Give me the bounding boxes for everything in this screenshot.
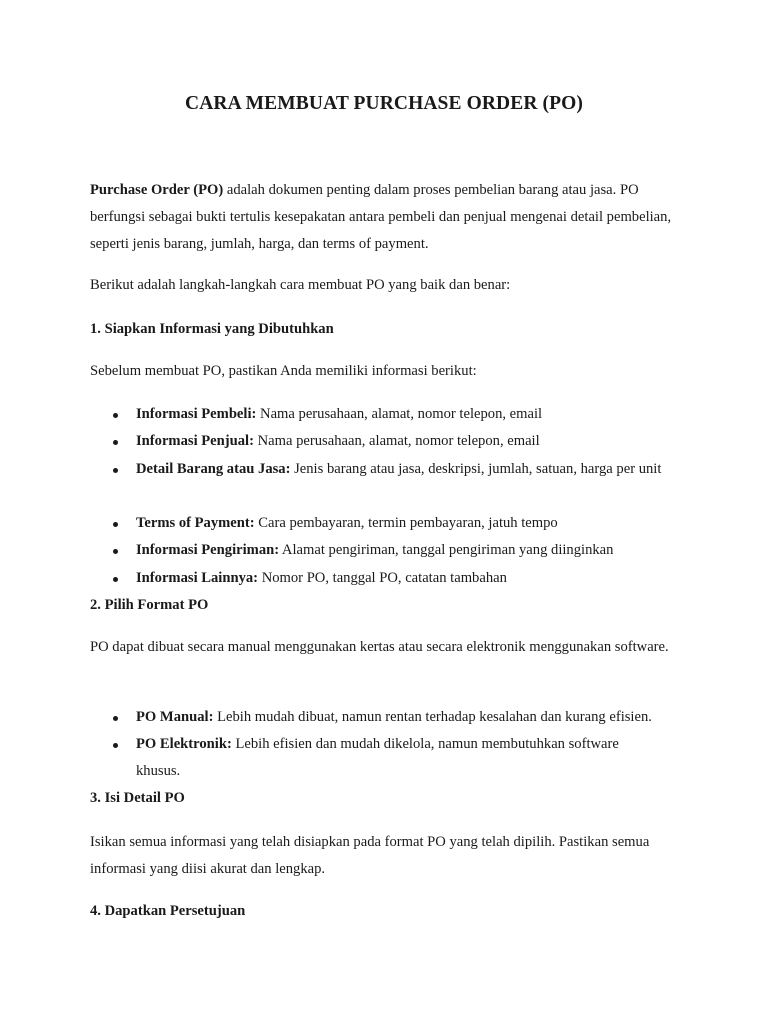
list-item-label: Informasi Pembeli: bbox=[136, 406, 257, 422]
list-item-label: PO Manual: bbox=[136, 709, 214, 725]
list-item bbox=[136, 537, 676, 564]
list-item bbox=[136, 731, 646, 785]
bullet-icon bbox=[113, 413, 118, 418]
list-item-text: Nomor PO, tanggal PO, catatan tambahan bbox=[258, 570, 507, 586]
list-item-text: Alamat pengiriman, tanggal pengiriman yang diinginkan bbox=[279, 542, 614, 558]
list-item bbox=[136, 401, 676, 428]
document-title: CARA MEMBUAT PURCHASE ORDER (PO) bbox=[185, 93, 583, 114]
list-item-text: Lebih efisien dan mudah dikelola, namun membutuhkan software khusus. bbox=[136, 736, 619, 780]
list-item-text: Lebih mudah dibuat, namun rentan terhadap kesalahan dan kurang efisien. bbox=[213, 709, 652, 725]
list-item-label: Informasi Lainnya: bbox=[136, 570, 259, 586]
list-item-text: Nama perusahaan, alamat, nomor telepon, email bbox=[256, 406, 543, 422]
list-item bbox=[136, 428, 676, 455]
step3-text: Isikan semua informasi yang telah disiapkan pada format PO yang telah dipilih. Pastikan semua informasi yang diisi akurat dan lengkap. bbox=[90, 834, 650, 878]
bullet-icon bbox=[113, 522, 118, 527]
step2-text: PO dapat dibuat secara manual menggunakan kertas atau secara elektronik menggunakan software. bbox=[90, 639, 669, 655]
list-item-label: Informasi Pengiriman: bbox=[136, 542, 280, 558]
list-item-label: Detail Barang atau Jasa: bbox=[136, 461, 291, 477]
step3-heading: 3. Isi Detail PO bbox=[90, 790, 185, 806]
intro-text: adalah dokumen penting dalam proses pembelian barang atau jasa. PO berfungsi sebagai bukti tertulis kesepakatan antara pembeli dan penjual mengenai detail pembelian, seperti jenis barang, jumlah, harga, dan terms of payment. bbox=[90, 182, 672, 253]
lead-paragraph: Berikut adalah langkah-langkah cara membuat PO yang baik dan benar: bbox=[90, 277, 511, 293]
step1-heading: 1. Siapkan Informasi yang Dibutuhkan bbox=[90, 321, 334, 337]
step1-text: Sebelum membuat PO, pastikan Anda memiliki informasi berikut: bbox=[90, 363, 477, 379]
list-item-text: Jenis barang atau jasa, deskripsi, jumlah, satuan, harga per unit bbox=[290, 461, 662, 477]
list-item-text: Nama perusahaan, alamat, nomor telepon, email bbox=[253, 433, 540, 449]
bullet-icon bbox=[113, 549, 118, 554]
bullet-icon bbox=[113, 577, 118, 582]
intro-paragraph bbox=[90, 177, 680, 259]
bullet-icon bbox=[113, 440, 118, 445]
list-item bbox=[136, 565, 676, 592]
list-item-label: Informasi Penjual: bbox=[136, 433, 254, 449]
list-item-label: Terms of Payment: bbox=[136, 515, 255, 531]
list-item bbox=[136, 510, 676, 537]
step2-heading: 2. Pilih Format PO bbox=[90, 597, 209, 613]
intro-term: Purchase Order (PO) bbox=[90, 182, 224, 198]
bullet-icon bbox=[113, 743, 118, 748]
list-item bbox=[136, 704, 676, 731]
step4-heading: 4. Dapatkan Persetujuan bbox=[90, 903, 246, 919]
bullet-icon bbox=[113, 716, 118, 721]
list-item-text: Cara pembayaran, termin pembayaran, jatuh tempo bbox=[254, 515, 558, 531]
list-item bbox=[136, 456, 666, 483]
list-item-label: PO Elektronik: bbox=[136, 736, 232, 752]
bullet-icon bbox=[113, 468, 118, 473]
